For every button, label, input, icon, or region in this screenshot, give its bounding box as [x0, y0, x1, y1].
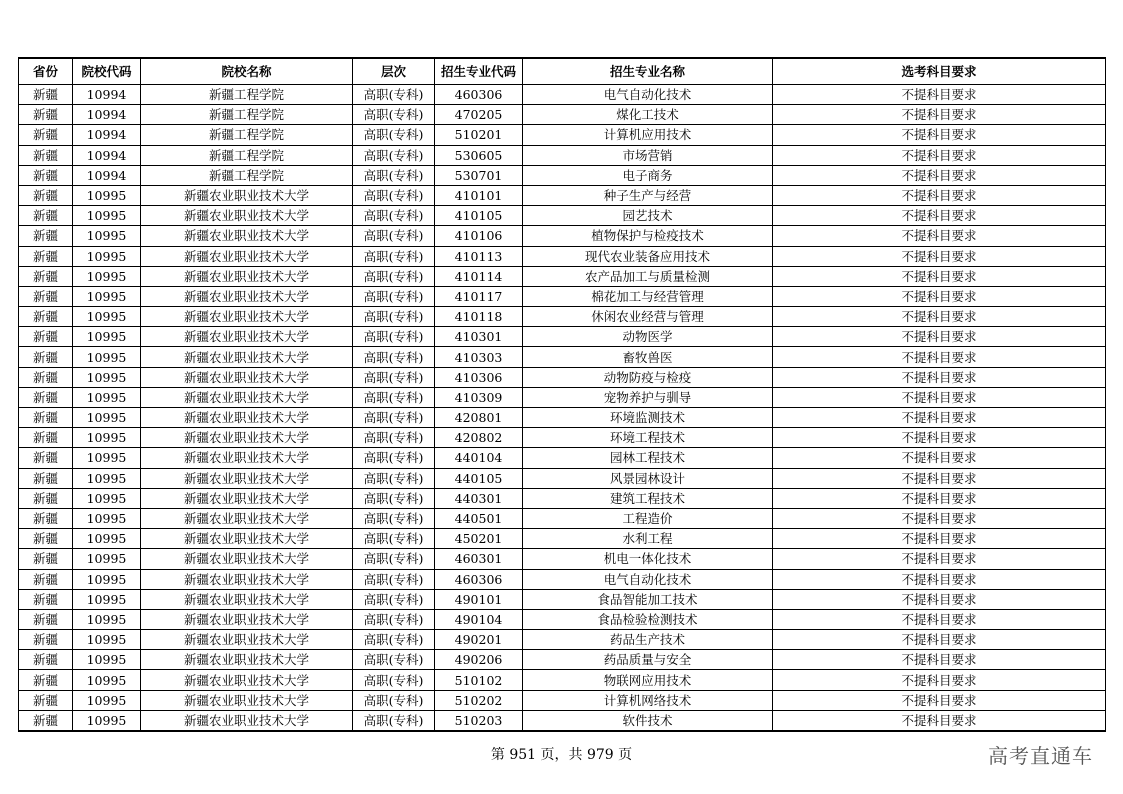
- cell-school-name: 新疆农业职业技术大学: [141, 286, 353, 306]
- cell-school-code: 10995: [73, 529, 141, 549]
- table-body: [19, 85, 1106, 732]
- cell-subject-requirement: 不提科目要求: [773, 508, 1106, 528]
- cell-school-name: 新疆农业职业技术大学: [141, 488, 353, 508]
- cell-school-code: 10995: [73, 630, 141, 650]
- table-row: [19, 448, 1106, 468]
- cell-school-name: 新疆农业职业技术大学: [141, 347, 353, 367]
- cell-major-name: 机电一体化技术: [523, 549, 773, 569]
- cell-school-code: 10995: [73, 347, 141, 367]
- cell-level: 高职(专科): [353, 508, 435, 528]
- cell-province: 新疆: [19, 226, 73, 246]
- cell-school-code: 10995: [73, 710, 141, 731]
- cell-major-name: 畜牧兽医: [523, 347, 773, 367]
- cell-province: 新疆: [19, 105, 73, 125]
- cell-major-name: 宠物养护与驯导: [523, 387, 773, 407]
- cell-school-name: 新疆农业职业技术大学: [141, 650, 353, 670]
- cell-level: 高职(专科): [353, 307, 435, 327]
- cell-major-code: 440301: [435, 488, 523, 508]
- cell-school-name: 新疆农业职业技术大学: [141, 226, 353, 246]
- cell-school-name: 新疆农业职业技术大学: [141, 327, 353, 347]
- cell-school-code: 10995: [73, 589, 141, 609]
- cell-province: 新疆: [19, 569, 73, 589]
- cell-level: 高职(专科): [353, 367, 435, 387]
- table-row: [19, 85, 1106, 105]
- cell-major-code: 410106: [435, 226, 523, 246]
- cell-school-code: 10995: [73, 569, 141, 589]
- table-row: [19, 387, 1106, 407]
- cell-major-name: 物联网应用技术: [523, 670, 773, 690]
- cell-major-name: 植物保护与检疫技术: [523, 226, 773, 246]
- cell-province: 新疆: [19, 85, 73, 105]
- cell-major-code: 410303: [435, 347, 523, 367]
- cell-province: 新疆: [19, 307, 73, 327]
- cell-subject-requirement: 不提科目要求: [773, 226, 1106, 246]
- cell-level: 高职(专科): [353, 468, 435, 488]
- table-row: [19, 226, 1106, 246]
- cell-major-code: 510203: [435, 710, 523, 731]
- table-row: [19, 630, 1106, 650]
- cell-school-code: 10995: [73, 508, 141, 528]
- cell-school-name: 新疆农业职业技术大学: [141, 529, 353, 549]
- cell-school-code: 10995: [73, 185, 141, 205]
- cell-level: 高职(专科): [353, 347, 435, 367]
- header-level: 层次: [353, 58, 435, 85]
- cell-major-code: 410117: [435, 286, 523, 306]
- cell-level: 高职(专科): [353, 650, 435, 670]
- cell-school-name: 新疆工程学院: [141, 105, 353, 125]
- table-row: [19, 367, 1106, 387]
- cell-school-name: 新疆农业职业技术大学: [141, 448, 353, 468]
- cell-school-name: 新疆工程学院: [141, 145, 353, 165]
- cell-province: 新疆: [19, 286, 73, 306]
- cell-school-name: 新疆农业职业技术大学: [141, 609, 353, 629]
- cell-subject-requirement: 不提科目要求: [773, 85, 1106, 105]
- cell-major-code: 490104: [435, 609, 523, 629]
- cell-major-name: 药品生产技术: [523, 630, 773, 650]
- cell-school-code: 10994: [73, 105, 141, 125]
- cell-level: 高职(专科): [353, 185, 435, 205]
- cell-level: 高职(专科): [353, 286, 435, 306]
- cell-school-name: 新疆农业职业技术大学: [141, 185, 353, 205]
- cell-school-code: 10995: [73, 690, 141, 710]
- cell-school-code: 10994: [73, 85, 141, 105]
- cell-school-code: 10995: [73, 609, 141, 629]
- cell-school-code: 10994: [73, 125, 141, 145]
- cell-major-code: 460306: [435, 569, 523, 589]
- cell-school-code: 10995: [73, 327, 141, 347]
- cell-school-name: 新疆农业职业技术大学: [141, 246, 353, 266]
- cell-major-code: 410114: [435, 266, 523, 286]
- cell-subject-requirement: 不提科目要求: [773, 206, 1106, 226]
- cell-major-name: 食品智能加工技术: [523, 589, 773, 609]
- cell-level: 高职(专科): [353, 630, 435, 650]
- table-row: [19, 609, 1106, 629]
- table-row: [19, 529, 1106, 549]
- cell-level: 高职(专科): [353, 529, 435, 549]
- cell-province: 新疆: [19, 650, 73, 670]
- cell-major-name: 建筑工程技术: [523, 488, 773, 508]
- cell-school-code: 10995: [73, 246, 141, 266]
- cell-major-name: 软件技术: [523, 710, 773, 731]
- cell-major-name: 计算机应用技术: [523, 125, 773, 145]
- cell-level: 高职(专科): [353, 246, 435, 266]
- cell-subject-requirement: 不提科目要求: [773, 428, 1106, 448]
- cell-level: 高职(专科): [353, 145, 435, 165]
- cell-level: 高职(专科): [353, 206, 435, 226]
- table-row: [19, 690, 1106, 710]
- table-row: [19, 468, 1106, 488]
- cell-school-code: 10995: [73, 448, 141, 468]
- cell-major-name: 休闲农业经营与管理: [523, 307, 773, 327]
- table-row: [19, 327, 1106, 347]
- cell-school-name: 新疆农业职业技术大学: [141, 710, 353, 731]
- cell-major-name: 环境监测技术: [523, 408, 773, 428]
- cell-major-name: 风景园林设计: [523, 468, 773, 488]
- cell-province: 新疆: [19, 367, 73, 387]
- cell-major-code: 440501: [435, 508, 523, 528]
- cell-province: 新疆: [19, 266, 73, 286]
- table-row: [19, 650, 1106, 670]
- cell-province: 新疆: [19, 246, 73, 266]
- cell-level: 高职(专科): [353, 327, 435, 347]
- cell-province: 新疆: [19, 387, 73, 407]
- cell-subject-requirement: 不提科目要求: [773, 630, 1106, 650]
- table-row: [19, 408, 1106, 428]
- cell-subject-requirement: 不提科目要求: [773, 589, 1106, 609]
- cell-level: 高职(专科): [353, 408, 435, 428]
- cell-subject-requirement: 不提科目要求: [773, 690, 1106, 710]
- cell-school-name: 新疆工程学院: [141, 85, 353, 105]
- cell-subject-requirement: 不提科目要求: [773, 488, 1106, 508]
- cell-school-code: 10995: [73, 549, 141, 569]
- cell-province: 新疆: [19, 710, 73, 731]
- cell-school-name: 新疆农业职业技术大学: [141, 307, 353, 327]
- cell-major-name: 现代农业装备应用技术: [523, 246, 773, 266]
- cell-major-code: 410113: [435, 246, 523, 266]
- cell-major-code: 510202: [435, 690, 523, 710]
- table-row: [19, 206, 1106, 226]
- cell-major-name: 食品检验检测技术: [523, 609, 773, 629]
- cell-major-code: 410309: [435, 387, 523, 407]
- table-row: [19, 125, 1106, 145]
- cell-level: 高职(专科): [353, 165, 435, 185]
- cell-school-code: 10994: [73, 165, 141, 185]
- cell-level: 高职(专科): [353, 690, 435, 710]
- admission-table: [18, 57, 1106, 732]
- cell-school-name: 新疆农业职业技术大学: [141, 266, 353, 286]
- cell-subject-requirement: 不提科目要求: [773, 185, 1106, 205]
- cell-major-code: 410301: [435, 327, 523, 347]
- cell-school-code: 10995: [73, 266, 141, 286]
- cell-major-name: 计算机网络技术: [523, 690, 773, 710]
- cell-province: 新疆: [19, 125, 73, 145]
- cell-subject-requirement: 不提科目要求: [773, 408, 1106, 428]
- cell-major-name: 棉花加工与经营管理: [523, 286, 773, 306]
- cell-province: 新疆: [19, 549, 73, 569]
- table-row: [19, 185, 1106, 205]
- cell-major-code: 510201: [435, 125, 523, 145]
- cell-province: 新疆: [19, 145, 73, 165]
- cell-school-name: 新疆农业职业技术大学: [141, 206, 353, 226]
- cell-province: 新疆: [19, 185, 73, 205]
- header-major-code: 招生专业代码: [435, 58, 523, 85]
- cell-major-code: 460306: [435, 85, 523, 105]
- cell-subject-requirement: 不提科目要求: [773, 549, 1106, 569]
- cell-subject-requirement: 不提科目要求: [773, 286, 1106, 306]
- cell-major-name: 电子商务: [523, 165, 773, 185]
- cell-school-code: 10995: [73, 468, 141, 488]
- cell-school-code: 10995: [73, 307, 141, 327]
- header-major-name: 招生专业名称: [523, 58, 773, 85]
- table-row: [19, 347, 1106, 367]
- cell-school-name: 新疆农业职业技术大学: [141, 508, 353, 528]
- cell-level: 高职(专科): [353, 125, 435, 145]
- cell-school-code: 10995: [73, 206, 141, 226]
- cell-subject-requirement: 不提科目要求: [773, 468, 1106, 488]
- cell-school-name: 新疆农业职业技术大学: [141, 387, 353, 407]
- cell-province: 新疆: [19, 670, 73, 690]
- cell-level: 高职(专科): [353, 670, 435, 690]
- cell-major-name: 种子生产与经营: [523, 185, 773, 205]
- header-school-name: 院校名称: [141, 58, 353, 85]
- cell-subject-requirement: 不提科目要求: [773, 448, 1106, 468]
- cell-school-code: 10995: [73, 367, 141, 387]
- cell-level: 高职(专科): [353, 488, 435, 508]
- cell-major-name: 工程造价: [523, 508, 773, 528]
- table-row: [19, 266, 1106, 286]
- cell-subject-requirement: 不提科目要求: [773, 165, 1106, 185]
- cell-major-name: 电气自动化技术: [523, 85, 773, 105]
- table-row: [19, 286, 1106, 306]
- cell-level: 高职(专科): [353, 226, 435, 246]
- cell-province: 新疆: [19, 488, 73, 508]
- cell-school-name: 新疆农业职业技术大学: [141, 468, 353, 488]
- cell-subject-requirement: 不提科目要求: [773, 347, 1106, 367]
- cell-province: 新疆: [19, 347, 73, 367]
- cell-province: 新疆: [19, 408, 73, 428]
- cell-major-name: 煤化工技术: [523, 105, 773, 125]
- cell-subject-requirement: 不提科目要求: [773, 710, 1106, 731]
- cell-major-name: 农产品加工与质量检测: [523, 266, 773, 286]
- header-province: 省份: [19, 58, 73, 85]
- cell-province: 新疆: [19, 589, 73, 609]
- header-subject-requirement: 选考科目要求: [773, 58, 1106, 85]
- page-number: 第 951 页，共 979 页: [490, 747, 633, 763]
- cell-subject-requirement: 不提科目要求: [773, 609, 1106, 629]
- table-row: [19, 569, 1106, 589]
- cell-level: 高职(专科): [353, 569, 435, 589]
- watermark-logo-text: 高考直通车: [988, 744, 1093, 768]
- cell-level: 高职(专科): [353, 710, 435, 731]
- cell-school-code: 10995: [73, 286, 141, 306]
- cell-school-name: 新疆农业职业技术大学: [141, 690, 353, 710]
- cell-level: 高职(专科): [353, 448, 435, 468]
- cell-major-name: 水利工程: [523, 529, 773, 549]
- cell-subject-requirement: 不提科目要求: [773, 327, 1106, 347]
- cell-subject-requirement: 不提科目要求: [773, 670, 1106, 690]
- cell-province: 新疆: [19, 206, 73, 226]
- cell-school-name: 新疆农业职业技术大学: [141, 630, 353, 650]
- cell-major-name: 电气自动化技术: [523, 569, 773, 589]
- cell-province: 新疆: [19, 428, 73, 448]
- cell-subject-requirement: 不提科目要求: [773, 569, 1106, 589]
- cell-level: 高职(专科): [353, 549, 435, 569]
- cell-subject-requirement: 不提科目要求: [773, 145, 1106, 165]
- cell-province: 新疆: [19, 529, 73, 549]
- cell-level: 高职(专科): [353, 387, 435, 407]
- table-row: [19, 428, 1106, 448]
- cell-school-code: 10995: [73, 387, 141, 407]
- cell-level: 高职(专科): [353, 85, 435, 105]
- cell-school-code: 10995: [73, 428, 141, 448]
- cell-province: 新疆: [19, 609, 73, 629]
- cell-major-name: 园林工程技术: [523, 448, 773, 468]
- cell-major-code: 440104: [435, 448, 523, 468]
- cell-province: 新疆: [19, 630, 73, 650]
- cell-province: 新疆: [19, 327, 73, 347]
- cell-major-code: 410105: [435, 206, 523, 226]
- table-row: [19, 105, 1106, 125]
- cell-province: 新疆: [19, 508, 73, 528]
- table-row: [19, 307, 1106, 327]
- cell-school-name: 新疆农业职业技术大学: [141, 569, 353, 589]
- cell-school-name: 新疆农业职业技术大学: [141, 549, 353, 569]
- cell-major-name: 动物防疫与检疫: [523, 367, 773, 387]
- table-row: [19, 165, 1106, 185]
- cell-major-code: 420802: [435, 428, 523, 448]
- cell-subject-requirement: 不提科目要求: [773, 387, 1106, 407]
- cell-subject-requirement: 不提科目要求: [773, 529, 1106, 549]
- header-row: [19, 58, 1106, 85]
- cell-major-code: 530605: [435, 145, 523, 165]
- header-school-code: 院校代码: [73, 58, 141, 85]
- table-row: [19, 145, 1106, 165]
- cell-subject-requirement: 不提科目要求: [773, 105, 1106, 125]
- table-row: [19, 488, 1106, 508]
- cell-major-code: 470205: [435, 105, 523, 125]
- cell-major-code: 490206: [435, 650, 523, 670]
- cell-major-name: 环境工程技术: [523, 428, 773, 448]
- table-row: [19, 549, 1106, 569]
- cell-major-code: 410118: [435, 307, 523, 327]
- cell-major-code: 410101: [435, 185, 523, 205]
- cell-school-name: 新疆农业职业技术大学: [141, 670, 353, 690]
- cell-major-code: 450201: [435, 529, 523, 549]
- cell-school-name: 新疆农业职业技术大学: [141, 428, 353, 448]
- cell-subject-requirement: 不提科目要求: [773, 650, 1106, 670]
- table-row: [19, 710, 1106, 731]
- cell-major-code: 490101: [435, 589, 523, 609]
- table-row: [19, 670, 1106, 690]
- cell-major-name: 药品质量与安全: [523, 650, 773, 670]
- cell-school-name: 新疆工程学院: [141, 165, 353, 185]
- cell-major-code: 410306: [435, 367, 523, 387]
- cell-major-name: 市场营销: [523, 145, 773, 165]
- cell-province: 新疆: [19, 468, 73, 488]
- cell-major-code: 440105: [435, 468, 523, 488]
- cell-school-name: 新疆农业职业技术大学: [141, 367, 353, 387]
- cell-school-code: 10995: [73, 488, 141, 508]
- cell-major-code: 530701: [435, 165, 523, 185]
- cell-province: 新疆: [19, 690, 73, 710]
- cell-school-name: 新疆工程学院: [141, 125, 353, 145]
- cell-school-code: 10995: [73, 226, 141, 246]
- cell-level: 高职(专科): [353, 609, 435, 629]
- cell-major-code: 420801: [435, 408, 523, 428]
- cell-school-code: 10995: [73, 670, 141, 690]
- cell-school-code: 10995: [73, 650, 141, 670]
- cell-level: 高职(专科): [353, 266, 435, 286]
- table-row: [19, 508, 1106, 528]
- cell-major-name: 动物医学: [523, 327, 773, 347]
- cell-province: 新疆: [19, 165, 73, 185]
- cell-school-code: 10995: [73, 408, 141, 428]
- table-header: [19, 58, 1106, 85]
- table-row: [19, 246, 1106, 266]
- cell-level: 高职(专科): [353, 589, 435, 609]
- table-row: [19, 589, 1106, 609]
- cell-major-code: 490201: [435, 630, 523, 650]
- cell-major-name: 园艺技术: [523, 206, 773, 226]
- cell-level: 高职(专科): [353, 105, 435, 125]
- cell-subject-requirement: 不提科目要求: [773, 246, 1106, 266]
- cell-school-code: 10994: [73, 145, 141, 165]
- cell-subject-requirement: 不提科目要求: [773, 125, 1106, 145]
- cell-subject-requirement: 不提科目要求: [773, 266, 1106, 286]
- cell-province: 新疆: [19, 448, 73, 468]
- cell-school-name: 新疆农业职业技术大学: [141, 408, 353, 428]
- cell-subject-requirement: 不提科目要求: [773, 307, 1106, 327]
- cell-level: 高职(专科): [353, 428, 435, 448]
- cell-subject-requirement: 不提科目要求: [773, 367, 1106, 387]
- cell-school-name: 新疆农业职业技术大学: [141, 589, 353, 609]
- cell-major-code: 460301: [435, 549, 523, 569]
- cell-major-code: 510102: [435, 670, 523, 690]
